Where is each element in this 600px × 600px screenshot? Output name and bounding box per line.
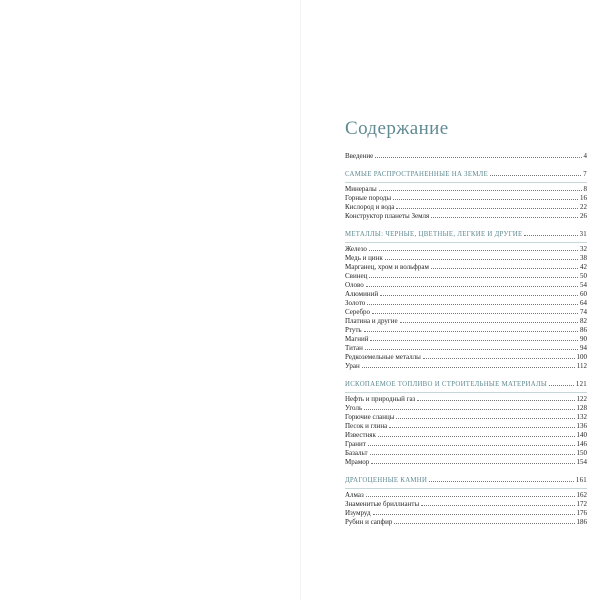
toc-entry-page: 8 (583, 185, 587, 193)
toc-entry-label: Уголь (345, 404, 363, 412)
toc-entry[interactable] (333, 404, 587, 413)
dot-leader (421, 505, 574, 506)
dot-leader (396, 208, 578, 209)
toc-entry-label: Введение (345, 152, 374, 160)
toc-entry-label: Алмаз (345, 491, 364, 499)
toc-entry-label: Серебро (345, 308, 371, 316)
toc-entry[interactable] (333, 281, 587, 290)
toc-entry[interactable] (333, 203, 587, 212)
toc-entry[interactable] (333, 245, 587, 254)
toc-entry-label: Медь и цинк (345, 254, 383, 262)
toc-entry-label: Свинец (345, 272, 368, 280)
dot-leader (365, 349, 578, 350)
toc-entry-page: 86 (580, 326, 587, 334)
toc-entry-label: Минералы (345, 185, 377, 193)
section-rule (345, 242, 587, 243)
toc-entry[interactable] (333, 491, 587, 500)
toc-entry[interactable] (333, 500, 587, 509)
toc-entry-label: Горные породы (345, 194, 392, 202)
section-rule (345, 488, 587, 489)
toc-section-heading[interactable] (333, 476, 587, 485)
toc-entry[interactable] (333, 254, 587, 263)
toc-entry-page: 60 (580, 290, 587, 298)
toc-entry[interactable] (333, 344, 587, 353)
toc-entry[interactable] (333, 353, 587, 362)
dot-leader (394, 523, 574, 524)
toc-entry-page: 132 (576, 413, 587, 421)
toc-entry-page: 26 (580, 212, 587, 220)
dot-leader (423, 358, 575, 359)
toc-entry-label: Известняк (345, 431, 376, 439)
toc-entry[interactable] (333, 440, 587, 449)
toc-entry-page: 38 (580, 254, 587, 262)
dot-leader (364, 409, 574, 410)
toc-entry-page: 32 (580, 245, 587, 253)
section-heading-page: 161 (575, 477, 587, 484)
toc-entry-label: Марганец, хром и вольфрам (345, 263, 429, 271)
toc-entry-label: Гранит (345, 440, 366, 448)
section-heading-label: САМЫЕ РАСПРОСТРАНЕННЫЕ НА ЗЕМЛЕ (345, 171, 489, 178)
section-rule (345, 182, 587, 183)
toc-entry-page: 140 (576, 431, 587, 439)
toc-section-heading[interactable] (333, 230, 587, 239)
dot-leader (362, 367, 575, 368)
toc-entry[interactable] (333, 299, 587, 308)
toc-entry-page: 22 (580, 203, 587, 211)
toc-entry-page: 94 (580, 344, 587, 352)
dot-leader (370, 454, 575, 455)
dot-leader (378, 436, 575, 437)
toc-entry-page: 100 (576, 353, 587, 361)
dot-leader (371, 463, 574, 464)
toc-entry[interactable] (333, 362, 587, 371)
toc-entry-label: Кислород и вода (345, 203, 395, 211)
toc-entry[interactable] (333, 413, 587, 422)
toc-entry-label: Редкоземельные металлы (345, 353, 421, 361)
dot-leader (389, 427, 574, 428)
toc-entry[interactable] (333, 431, 587, 440)
section-heading-label: МЕТАЛЛЫ: ЧЕРНЫЕ, ЦВЕТНЫЕ, ЛЕГКИЕ И ДРУГИЕ (345, 231, 523, 238)
toc-entry[interactable] (333, 272, 587, 281)
toc-entry-page: 146 (576, 440, 587, 448)
toc-entry-page: 186 (576, 518, 587, 526)
toc-entry-label: Конструктор планеты Земля (345, 212, 430, 220)
toc-entry-label: Изумруд (345, 509, 371, 517)
toc-entry-page: 162 (576, 491, 587, 499)
toc-entry[interactable] (333, 308, 587, 317)
toc-entry-label: Магний (345, 335, 369, 343)
toc-entry-label: Базальт (345, 449, 368, 457)
dot-leader (375, 157, 581, 158)
toc-entry-page: 128 (576, 404, 587, 412)
toc-entry[interactable] (333, 194, 587, 203)
toc-entry-page: 112 (576, 362, 587, 370)
toc-entry-label: Горючие сланцы (345, 413, 395, 421)
toc-entry[interactable] (333, 212, 587, 221)
toc-entry-page: 90 (580, 335, 587, 343)
toc-entry-label: Алюминий (345, 290, 379, 298)
dot-leader (364, 331, 578, 332)
toc-entry[interactable] (333, 422, 587, 431)
toc-entry[interactable] (333, 509, 587, 518)
toc-entry[interactable] (333, 449, 587, 458)
table-of-contents (333, 118, 587, 527)
dot-leader (368, 445, 575, 446)
toc-entry-label: Нефть и природный газ (345, 395, 416, 403)
dot-leader (380, 295, 578, 296)
toc-entry[interactable] (333, 263, 587, 272)
toc-entry-page: 16 (580, 194, 587, 202)
toc-entry-page: 172 (576, 500, 587, 508)
section-heading-page: 121 (575, 381, 587, 388)
section-heading-page: 31 (579, 231, 587, 238)
dot-leader (373, 514, 575, 515)
toc-entry-page: 136 (576, 422, 587, 430)
toc-entry-page: 122 (576, 395, 587, 403)
toc-entry-page: 50 (580, 272, 587, 280)
dot-leader (393, 199, 578, 200)
toc-entry[interactable] (333, 458, 587, 467)
toc-entry-page: 64 (580, 299, 587, 307)
toc-entry-label: Платина и другие (345, 317, 398, 325)
toc-entry[interactable] (333, 326, 587, 335)
toc-entry-page: 154 (576, 458, 587, 466)
section-rule (345, 392, 587, 393)
dot-leader (490, 175, 581, 176)
toc-entry-label: Рубин и сапфир (345, 518, 393, 526)
dot-leader (431, 268, 578, 269)
toc-entry[interactable] (333, 290, 587, 299)
toc-entry-label: Железо (345, 245, 367, 253)
toc-title: Содержание (345, 118, 449, 139)
toc-entry-label: Мрамор (345, 458, 370, 466)
dot-leader (367, 304, 578, 305)
section-heading-label: ИСКОПАЕМОЕ ТОПЛИВО И СТРОИТЕЛЬНЫЕ МАТЕРИАЛЫ (345, 381, 548, 388)
toc-section-heading[interactable] (333, 380, 587, 389)
dot-leader (366, 496, 575, 497)
dot-leader (366, 286, 578, 287)
dot-leader (429, 481, 574, 482)
dot-leader (524, 235, 577, 236)
section-heading-page: 7 (583, 171, 587, 178)
toc-entry[interactable] (333, 335, 587, 344)
dot-leader (379, 190, 582, 191)
section-heading-label: ДРАГОЦЕННЫЕ КАМНИ (345, 477, 428, 484)
toc-entry-label: Знаменитые бриллианты (345, 500, 420, 508)
toc-entry-page: 150 (576, 449, 587, 457)
toc-entry-label: Песок и глина (345, 422, 388, 430)
toc-entry-page: 176 (576, 509, 587, 517)
toc-section-heading[interactable] (333, 170, 587, 179)
toc-entry-label: Ртуть (345, 326, 362, 334)
page-gutter (300, 0, 301, 600)
dot-leader (369, 277, 578, 278)
dot-leader (549, 385, 574, 386)
toc-entry-label: Олово (345, 281, 364, 289)
toc-entry-label: Золото (345, 299, 366, 307)
toc-entry-page: 54 (580, 281, 587, 289)
toc-entry-label: Титан (345, 344, 363, 352)
toc-entry-page: 74 (580, 308, 587, 316)
toc-entry[interactable] (333, 395, 587, 404)
dot-leader (370, 340, 578, 341)
dot-leader (396, 418, 574, 419)
toc-entry[interactable] (333, 185, 587, 194)
dot-leader (372, 313, 578, 314)
dot-leader (385, 259, 578, 260)
dot-leader (417, 400, 574, 401)
toc-entry-label: Уран (345, 362, 360, 370)
toc-entry-page: 4 (583, 152, 587, 160)
toc-entry[interactable] (333, 518, 587, 527)
dot-leader (369, 250, 578, 251)
dot-leader (431, 217, 578, 218)
toc-entry-page: 42 (580, 263, 587, 271)
toc-entry[interactable] (333, 317, 587, 326)
toc-entry-page: 82 (580, 317, 587, 325)
toc-entry-intro[interactable] (333, 152, 587, 161)
dot-leader (400, 322, 578, 323)
